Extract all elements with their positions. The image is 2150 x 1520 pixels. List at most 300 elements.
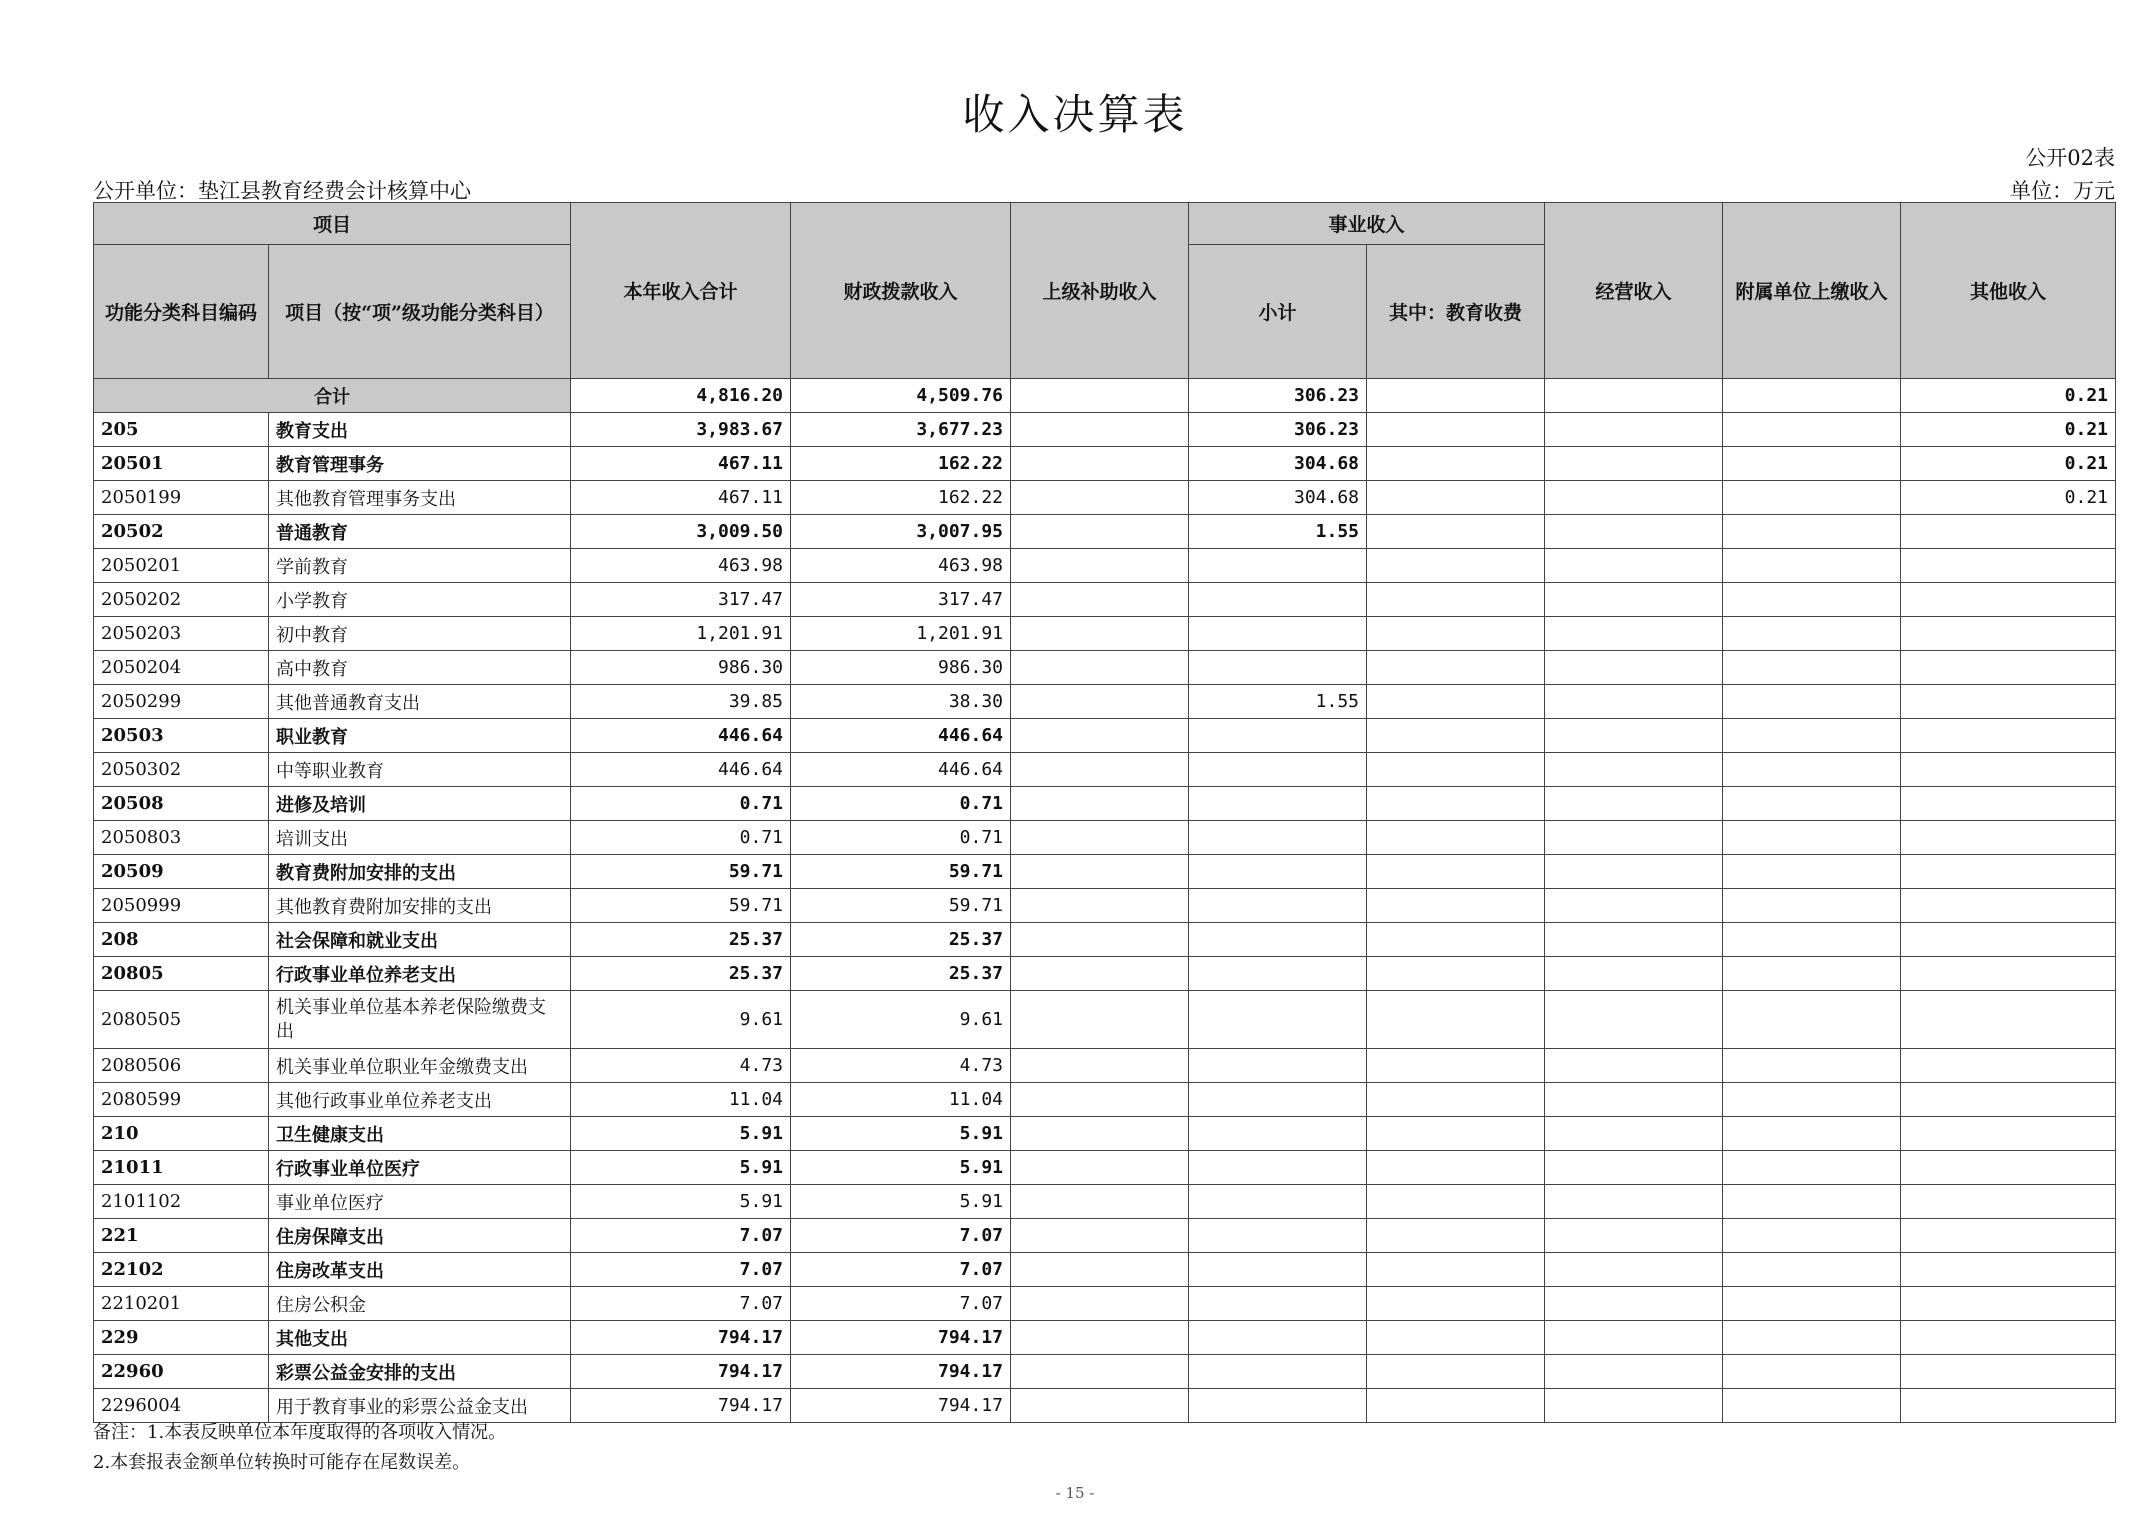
name-cell: 住房改革支出 [269,1253,571,1287]
affiliated-cell [1723,1355,1901,1389]
table-row [94,549,2116,583]
subtotal-cell: 1.55 [1189,515,1367,549]
header-edu-fee: 其中：教育收费 [1367,245,1545,379]
edu-fee-cell [1367,1287,1545,1321]
total-income-cell: 317.47 [571,583,791,617]
subsidy-cell [1011,583,1189,617]
edu-fee-cell [1367,787,1545,821]
form-number: 公开02表 [2025,146,2115,170]
other-cell [1901,651,2116,685]
name-cell: 住房保障支出 [269,1219,571,1253]
code-cell: 22960 [94,1355,269,1389]
total-income-cell: 0.71 [571,821,791,855]
code-cell: 2050203 [94,617,269,651]
other-cell: 0.21 [1901,481,2116,515]
edu-fee-cell [1367,991,1545,1049]
fiscal-cell: 7.07 [791,1219,1011,1253]
subsidy-cell [1011,617,1189,651]
business-cell [1545,583,1723,617]
table-row [94,1321,2116,1355]
subtotal-cell [1189,1083,1367,1117]
subsidy-cell [1011,447,1189,481]
business-cell [1545,957,1723,991]
total-income-cell: 7.07 [571,1253,791,1287]
subtotal-cell [1189,923,1367,957]
table-row [94,1355,2116,1389]
affiliated-cell [1723,413,1901,447]
total-income-cell: 4.73 [571,1049,791,1083]
affiliated-cell [1723,991,1901,1049]
total-income-cell: 25.37 [571,957,791,991]
other-cell [1901,1287,2116,1321]
affiliated-cell [1723,855,1901,889]
other-cell: 0.21 [1901,447,2116,481]
affiliated-cell [1723,617,1901,651]
total-income-cell: 1,201.91 [571,617,791,651]
total-income-cell: 11.04 [571,1083,791,1117]
subsidy-cell [1011,889,1189,923]
affiliated-cell [1723,889,1901,923]
affiliated-cell [1723,1321,1901,1355]
table-row [94,889,2116,923]
table-row [94,515,2116,549]
name-cell: 中等职业教育 [269,753,571,787]
code-cell: 21011 [94,1151,269,1185]
subtotal-cell [1189,787,1367,821]
other-cell [1901,1389,2116,1423]
name-cell: 高中教育 [269,651,571,685]
subsidy-cell [1011,991,1189,1049]
name-cell: 教育支出 [269,413,571,447]
code-cell: 2050302 [94,753,269,787]
table-row [94,821,2116,855]
business-cell [1545,719,1723,753]
subsidy-cell [1011,1049,1189,1083]
subtotal-cell [1189,1287,1367,1321]
fiscal-cell: 162.22 [791,481,1011,515]
fiscal-cell: 3,007.95 [791,515,1011,549]
name-cell: 彩票公益金安排的支出 [269,1355,571,1389]
business-cell [1545,617,1723,651]
table-row [94,583,2116,617]
other-cell [1901,991,2116,1049]
subtotal-cell [1189,1355,1367,1389]
code-cell: 205 [94,413,269,447]
fiscal-cell: 0.71 [791,787,1011,821]
subsidy-cell [1011,923,1189,957]
code-cell: 20805 [94,957,269,991]
code-cell: 2296004 [94,1389,269,1423]
fiscal-cell: 794.17 [791,1389,1011,1423]
total-income-cell: 5.91 [571,1151,791,1185]
table-row [94,685,2116,719]
total-income-cell: 5.91 [571,1185,791,1219]
business-cell [1545,1321,1723,1355]
edu-fee-cell [1367,1253,1545,1287]
fiscal-cell: 5.91 [791,1151,1011,1185]
affiliated-cell [1723,957,1901,991]
total-affiliated-cell [1723,379,1901,413]
subsidy-cell [1011,1389,1189,1423]
fiscal-cell: 38.30 [791,685,1011,719]
name-cell: 教育管理事务 [269,447,571,481]
business-cell [1545,1185,1723,1219]
other-cell [1901,1321,2116,1355]
code-cell: 20508 [94,787,269,821]
fiscal-cell: 0.71 [791,821,1011,855]
subtotal-cell [1189,1253,1367,1287]
edu-fee-cell [1367,957,1545,991]
other-cell [1901,1049,2116,1083]
affiliated-cell [1723,583,1901,617]
code-cell: 2050299 [94,685,269,719]
subsidy-cell [1011,413,1189,447]
table-row [94,651,2116,685]
other-cell [1901,1083,2116,1117]
table-row [94,1253,2116,1287]
affiliated-cell [1723,1049,1901,1083]
total-income-cell: 794.17 [571,1321,791,1355]
subsidy-cell [1011,1355,1189,1389]
subsidy-cell [1011,957,1189,991]
other-cell [1901,549,2116,583]
table-row [94,991,2116,1049]
fiscal-cell: 446.64 [791,719,1011,753]
header-item: 项目 [94,203,571,245]
subtotal-cell [1189,991,1367,1049]
edu-fee-cell [1367,1389,1545,1423]
edu-fee-cell [1367,923,1545,957]
business-cell [1545,549,1723,583]
table-body [94,379,2116,1423]
name-cell: 学前教育 [269,549,571,583]
affiliated-cell [1723,1151,1901,1185]
subsidy-cell [1011,1321,1189,1355]
edu-fee-cell [1367,549,1545,583]
name-cell: 机关事业单位职业年金缴费支出 [269,1049,571,1083]
code-cell: 20509 [94,855,269,889]
total-label: 合计 [94,379,571,413]
header-affiliated: 附属单位上缴收入 [1723,203,1901,379]
other-cell [1901,583,2116,617]
income-table [93,202,2116,1423]
name-cell: 小学教育 [269,583,571,617]
name-cell: 职业教育 [269,719,571,753]
header-subsidy: 上级补助收入 [1011,203,1189,379]
affiliated-cell [1723,719,1901,753]
name-cell: 用于教育事业的彩票公益金支出 [269,1389,571,1423]
affiliated-cell [1723,685,1901,719]
business-cell [1545,1287,1723,1321]
business-cell [1545,651,1723,685]
total-income-cell: 986.30 [571,651,791,685]
code-cell: 20503 [94,719,269,753]
business-cell [1545,413,1723,447]
other-cell [1901,821,2116,855]
subsidy-cell [1011,855,1189,889]
fiscal-cell: 5.91 [791,1117,1011,1151]
fiscal-cell: 162.22 [791,447,1011,481]
header-fiscal: 财政拨款收入 [791,203,1011,379]
other-cell: 0.21 [1901,413,2116,447]
code-cell: 22102 [94,1253,269,1287]
header-total-income: 本年收入合计 [571,203,791,379]
business-cell [1545,1389,1723,1423]
affiliated-cell [1723,481,1901,515]
table-row [94,1049,2116,1083]
code-cell: 210 [94,1117,269,1151]
other-cell [1901,515,2116,549]
subsidy-cell [1011,821,1189,855]
business-cell [1545,753,1723,787]
edu-fee-cell [1367,1321,1545,1355]
other-cell [1901,1253,2116,1287]
code-cell: 20502 [94,515,269,549]
subsidy-cell [1011,1287,1189,1321]
business-cell [1545,481,1723,515]
total-income-cell: 794.17 [571,1389,791,1423]
business-cell [1545,855,1723,889]
name-cell: 其他行政事业单位养老支出 [269,1083,571,1117]
total-subtotal-cell: 306.23 [1189,379,1367,413]
fiscal-cell: 9.61 [791,991,1011,1049]
table-row [94,1083,2116,1117]
subtotal-cell [1189,855,1367,889]
other-cell [1901,855,2116,889]
edu-fee-cell [1367,447,1545,481]
fiscal-cell: 59.71 [791,855,1011,889]
table-row [94,923,2116,957]
subsidy-cell [1011,753,1189,787]
other-cell [1901,1219,2116,1253]
code-cell: 2080505 [94,991,269,1049]
subsidy-cell [1011,515,1189,549]
fiscal-cell: 317.47 [791,583,1011,617]
total-edu-fee-cell [1367,379,1545,413]
name-cell: 卫生健康支出 [269,1117,571,1151]
subtotal-cell [1189,957,1367,991]
table-row [94,753,2116,787]
table-row [94,481,2116,515]
business-cell [1545,1049,1723,1083]
reporting-unit: 公开单位：垫江县教育经费会计核算中心 [93,179,471,203]
edu-fee-cell [1367,1355,1545,1389]
table-row [94,1219,2116,1253]
header-name: 项目（按“项”级功能分类科目） [269,245,571,379]
name-cell: 其他教育费附加安排的支出 [269,889,571,923]
code-cell: 2050202 [94,583,269,617]
edu-fee-cell [1367,1151,1545,1185]
edu-fee-cell [1367,515,1545,549]
code-cell: 20501 [94,447,269,481]
business-cell [1545,991,1723,1049]
header-business: 经营收入 [1545,203,1723,379]
affiliated-cell [1723,447,1901,481]
other-cell [1901,617,2116,651]
subtotal-cell [1189,1117,1367,1151]
total-fiscal-cell: 4,509.76 [791,379,1011,413]
total-income-cell: 5.91 [571,1117,791,1151]
code-cell: 229 [94,1321,269,1355]
fiscal-cell: 25.37 [791,923,1011,957]
name-cell: 其他支出 [269,1321,571,1355]
affiliated-cell [1723,1389,1901,1423]
code-cell: 2050999 [94,889,269,923]
business-cell [1545,1117,1723,1151]
code-cell: 2080506 [94,1049,269,1083]
note-line: 2.本套报表金额单位转换时可能存在尾数误差。 [93,1452,471,1473]
table-row [94,855,2116,889]
subtotal-cell: 304.68 [1189,447,1367,481]
total-other-cell: 0.21 [1901,379,2116,413]
affiliated-cell [1723,923,1901,957]
subtotal-cell [1189,1151,1367,1185]
subsidy-cell [1011,685,1189,719]
subsidy-cell [1011,1151,1189,1185]
edu-fee-cell [1367,583,1545,617]
business-cell [1545,1083,1723,1117]
total-income-cell: 446.64 [571,719,791,753]
fiscal-cell: 794.17 [791,1355,1011,1389]
total-income-cell: 7.07 [571,1219,791,1253]
total-income-cell: 463.98 [571,549,791,583]
name-cell: 初中教育 [269,617,571,651]
total-income-cell: 794.17 [571,1355,791,1389]
affiliated-cell [1723,1287,1901,1321]
subtotal-cell [1189,583,1367,617]
table-row [94,1185,2116,1219]
subsidy-cell [1011,549,1189,583]
business-cell [1545,1151,1723,1185]
business-cell [1545,447,1723,481]
subtotal-cell [1189,651,1367,685]
business-cell [1545,1253,1723,1287]
edu-fee-cell [1367,719,1545,753]
edu-fee-cell [1367,1049,1545,1083]
fiscal-cell: 1,201.91 [791,617,1011,651]
subsidy-cell [1011,719,1189,753]
fiscal-cell: 986.30 [791,651,1011,685]
page-number: - 15 - [1055,1484,1095,1502]
name-cell: 其他教育管理事务支出 [269,481,571,515]
subtotal-cell [1189,889,1367,923]
table-row [94,1151,2116,1185]
total-income-cell: 0.71 [571,787,791,821]
fiscal-cell: 59.71 [791,889,1011,923]
edu-fee-cell [1367,821,1545,855]
fiscal-cell: 7.07 [791,1253,1011,1287]
total-subsidy-cell [1011,379,1189,413]
subtotal-cell [1189,1389,1367,1423]
other-cell [1901,889,2116,923]
fiscal-cell: 5.91 [791,1185,1011,1219]
edu-fee-cell [1367,855,1545,889]
affiliated-cell [1723,1253,1901,1287]
total-income-cell: 39.85 [571,685,791,719]
edu-fee-cell [1367,685,1545,719]
total-row [94,379,2116,413]
code-cell: 2050199 [94,481,269,515]
subsidy-cell [1011,787,1189,821]
other-cell [1901,753,2116,787]
subtotal-cell [1189,821,1367,855]
subtotal-cell: 1.55 [1189,685,1367,719]
other-cell [1901,1185,2116,1219]
subsidy-cell [1011,1185,1189,1219]
table-row [94,447,2116,481]
fiscal-cell: 463.98 [791,549,1011,583]
subsidy-cell [1011,1219,1189,1253]
table-row [94,787,2116,821]
document-title: 收入决算表 [962,90,1188,139]
other-cell [1901,1117,2116,1151]
business-cell [1545,923,1723,957]
total-income-cell: 3,009.50 [571,515,791,549]
subtotal-cell [1189,753,1367,787]
other-cell [1901,1355,2116,1389]
name-cell: 教育费附加安排的支出 [269,855,571,889]
subtotal-cell [1189,1049,1367,1083]
subtotal-cell [1189,1219,1367,1253]
note-line: 备注：1.本表反映单位本年度取得的各项收入情况。 [93,1422,507,1443]
subsidy-cell [1011,1083,1189,1117]
total-income-cell: 9.61 [571,991,791,1049]
code-cell: 2050201 [94,549,269,583]
name-cell: 培训支出 [269,821,571,855]
subtotal-cell [1189,617,1367,651]
notes [93,1418,506,1478]
affiliated-cell [1723,753,1901,787]
fiscal-cell: 4.73 [791,1049,1011,1083]
other-cell [1901,685,2116,719]
total-income-cell: 3,983.67 [571,413,791,447]
other-cell [1901,957,2116,991]
edu-fee-cell [1367,481,1545,515]
code-cell: 2080599 [94,1083,269,1117]
edu-fee-cell [1367,1117,1545,1151]
subtotal-cell [1189,719,1367,753]
table-row [94,1287,2116,1321]
edu-fee-cell [1367,753,1545,787]
business-cell [1545,787,1723,821]
code-cell: 208 [94,923,269,957]
name-cell: 行政事业单位医疗 [269,1151,571,1185]
code-cell: 2050204 [94,651,269,685]
name-cell: 事业单位医疗 [269,1185,571,1219]
edu-fee-cell [1367,1185,1545,1219]
affiliated-cell [1723,821,1901,855]
edu-fee-cell [1367,413,1545,447]
edu-fee-cell [1367,651,1545,685]
affiliated-cell [1723,651,1901,685]
name-cell: 社会保障和就业支出 [269,923,571,957]
business-cell [1545,1219,1723,1253]
name-cell: 进修及培训 [269,787,571,821]
affiliated-cell [1723,549,1901,583]
table-row [94,719,2116,753]
subtotal-cell: 306.23 [1189,413,1367,447]
total-income-cell: 467.11 [571,481,791,515]
edu-fee-cell [1367,1083,1545,1117]
code-cell: 2101102 [94,1185,269,1219]
business-cell [1545,685,1723,719]
code-cell: 2050803 [94,821,269,855]
fiscal-cell: 446.64 [791,753,1011,787]
subtotal-cell [1189,1321,1367,1355]
fiscal-cell: 7.07 [791,1287,1011,1321]
edu-fee-cell [1367,617,1545,651]
subtotal-cell [1189,1185,1367,1219]
